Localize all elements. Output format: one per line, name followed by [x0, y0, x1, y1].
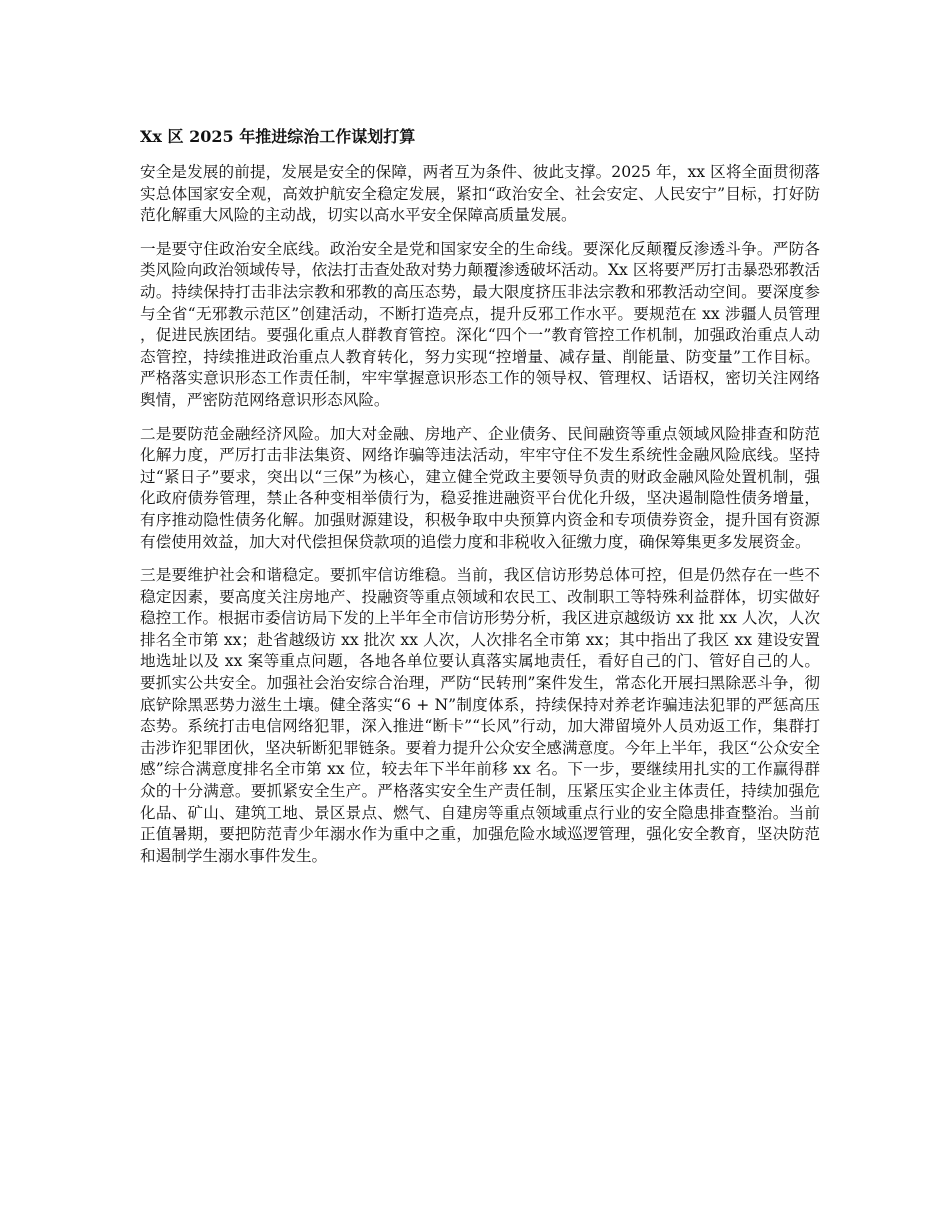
paragraph-financial-risk: 二是要防范金融经济风险。加大对金融、房地产、企业债务、民间融资等重点领域风险排查和防范化解力度，严厉打击非法集资、网络诈骗等违法活动，牢牢守住不发生系统性金融风险底线。坚持过“紧日子”要求，突出以“三保”为核心，建立健全党政主要领导负责的财政金融风险处置机制，强化政府债券管理，禁止各种变相举债行为，稳妥推进融资平台优化升级，坚决遏制隐性债务增量，有序推动隐性债务化解。加强财源建设，积极争取中央预算内资金和专项债券资金，提升国有资源有偿使用效益，加大对代偿担保贷款项的追偿力度和非税收入征缴力度，确保筹集更多发展资金。 — [140, 424, 820, 551]
paragraph-intro: 安全是发展的前提，发展是安全的保障，两者互为条件、彼此支撑。2025 年，xx 区将全面贯彻落实总体国家安全观，高效护航安全稳定发展，紧扣“政治安全、社会安定、人民安宁”目标，打好防范化解重大风险的主动战，切实以高水平安全保障高质量发展。 — [140, 163, 820, 225]
document-title: Xx 区 2025 年推进综治工作谋划打算 — [140, 127, 416, 146]
paragraph-political-security: 一是要守住政治安全底线。政治安全是党和国家安全的生命线。要深化反颠覆反渗透斗争。严防各类风险向政治领域传导，依法打击查处敌对势力颠覆渗透破坏活动。Xx 区将要严厉打击暴恐邪教活动。持续保持打击非法宗教和邪教的高压态势，最大限度挤压非法宗教和邪教活动空间。要深度参与全省“无邪教示范区”创建活动，不断打造亮点，提升反邪工作水平。要规范在 xx 涉疆人员管理，促进民族团结。要强化重点人群教育管控。深化“四个一”教育管控工作机制，加强政治重点人动态管控，持续推进政治重点人教育转化，努力实现“控增量、减存量、削能量、防变量”工作目标。严格落实意识形态工作责任制，牢牢掌握意识形态工作的领导权、管理权、话语权，密切关注网络舆情，严密防范网络意识形态风险。 — [140, 239, 820, 409]
document-page — [140, 126, 820, 879]
paragraph-social-stability: 三是要维护社会和谐稳定。要抓牢信访维稳。当前，我区信访形势总体可控，但是仍然存在一些不稳定因素，要高度关注房地产、投融资等重点领域和农民工、改制职工等特殊利益群体，切实做好稳控工作。根据市委信访局下发的上半年全市信访形势分析，我区进京越级访 xx 批 xx 人次，人次排名全市第 xx；赴省越级访 xx 批次 xx 人次，人次排名全市第 xx；其中指出了我区 xx 建设安置地选址以及 xx 案等重点问题，各地各单位要认真落实属地责任，看好自己的门、管好自己的人。要抓实公共安全。加强社会治安综合治理，严防“民转刑”案件发生，常态化开展扫黑除恶斗争，彻底铲除黑恶势力滋生土壤。健全落实“6 + N”制度体系，持续保持对养老诈骗违法犯罪的严惩高压态势。系统打击电信网络犯罪，深入推进“断卡”“长风”行动，加大滞留境外人员劝返工作，集群打击涉诈犯罪团伙，坚决斩断犯罪链条。要着力提升公众安全感满意度。今年上半年，我区“公众安全感”综合满意度排名全市第 xx 位，较去年下半年前移 xx 名。下一步，要继续用扎实的工作赢得群众的十分满意。要抓紧安全生产。严格落实安全生产责任制，压紧压实企业主体责任，持续加强危化品、矿山、建筑工地、景区景点、燃气、自建房等重点领域重点行业的安全隐患排查整治。当前正值暑期，要把防范青少年溺水作为重中之重，加强危险水域巡逻管理，强化安全教育，坚决防范和遏制学生溺水事件发生。 — [140, 566, 820, 865]
